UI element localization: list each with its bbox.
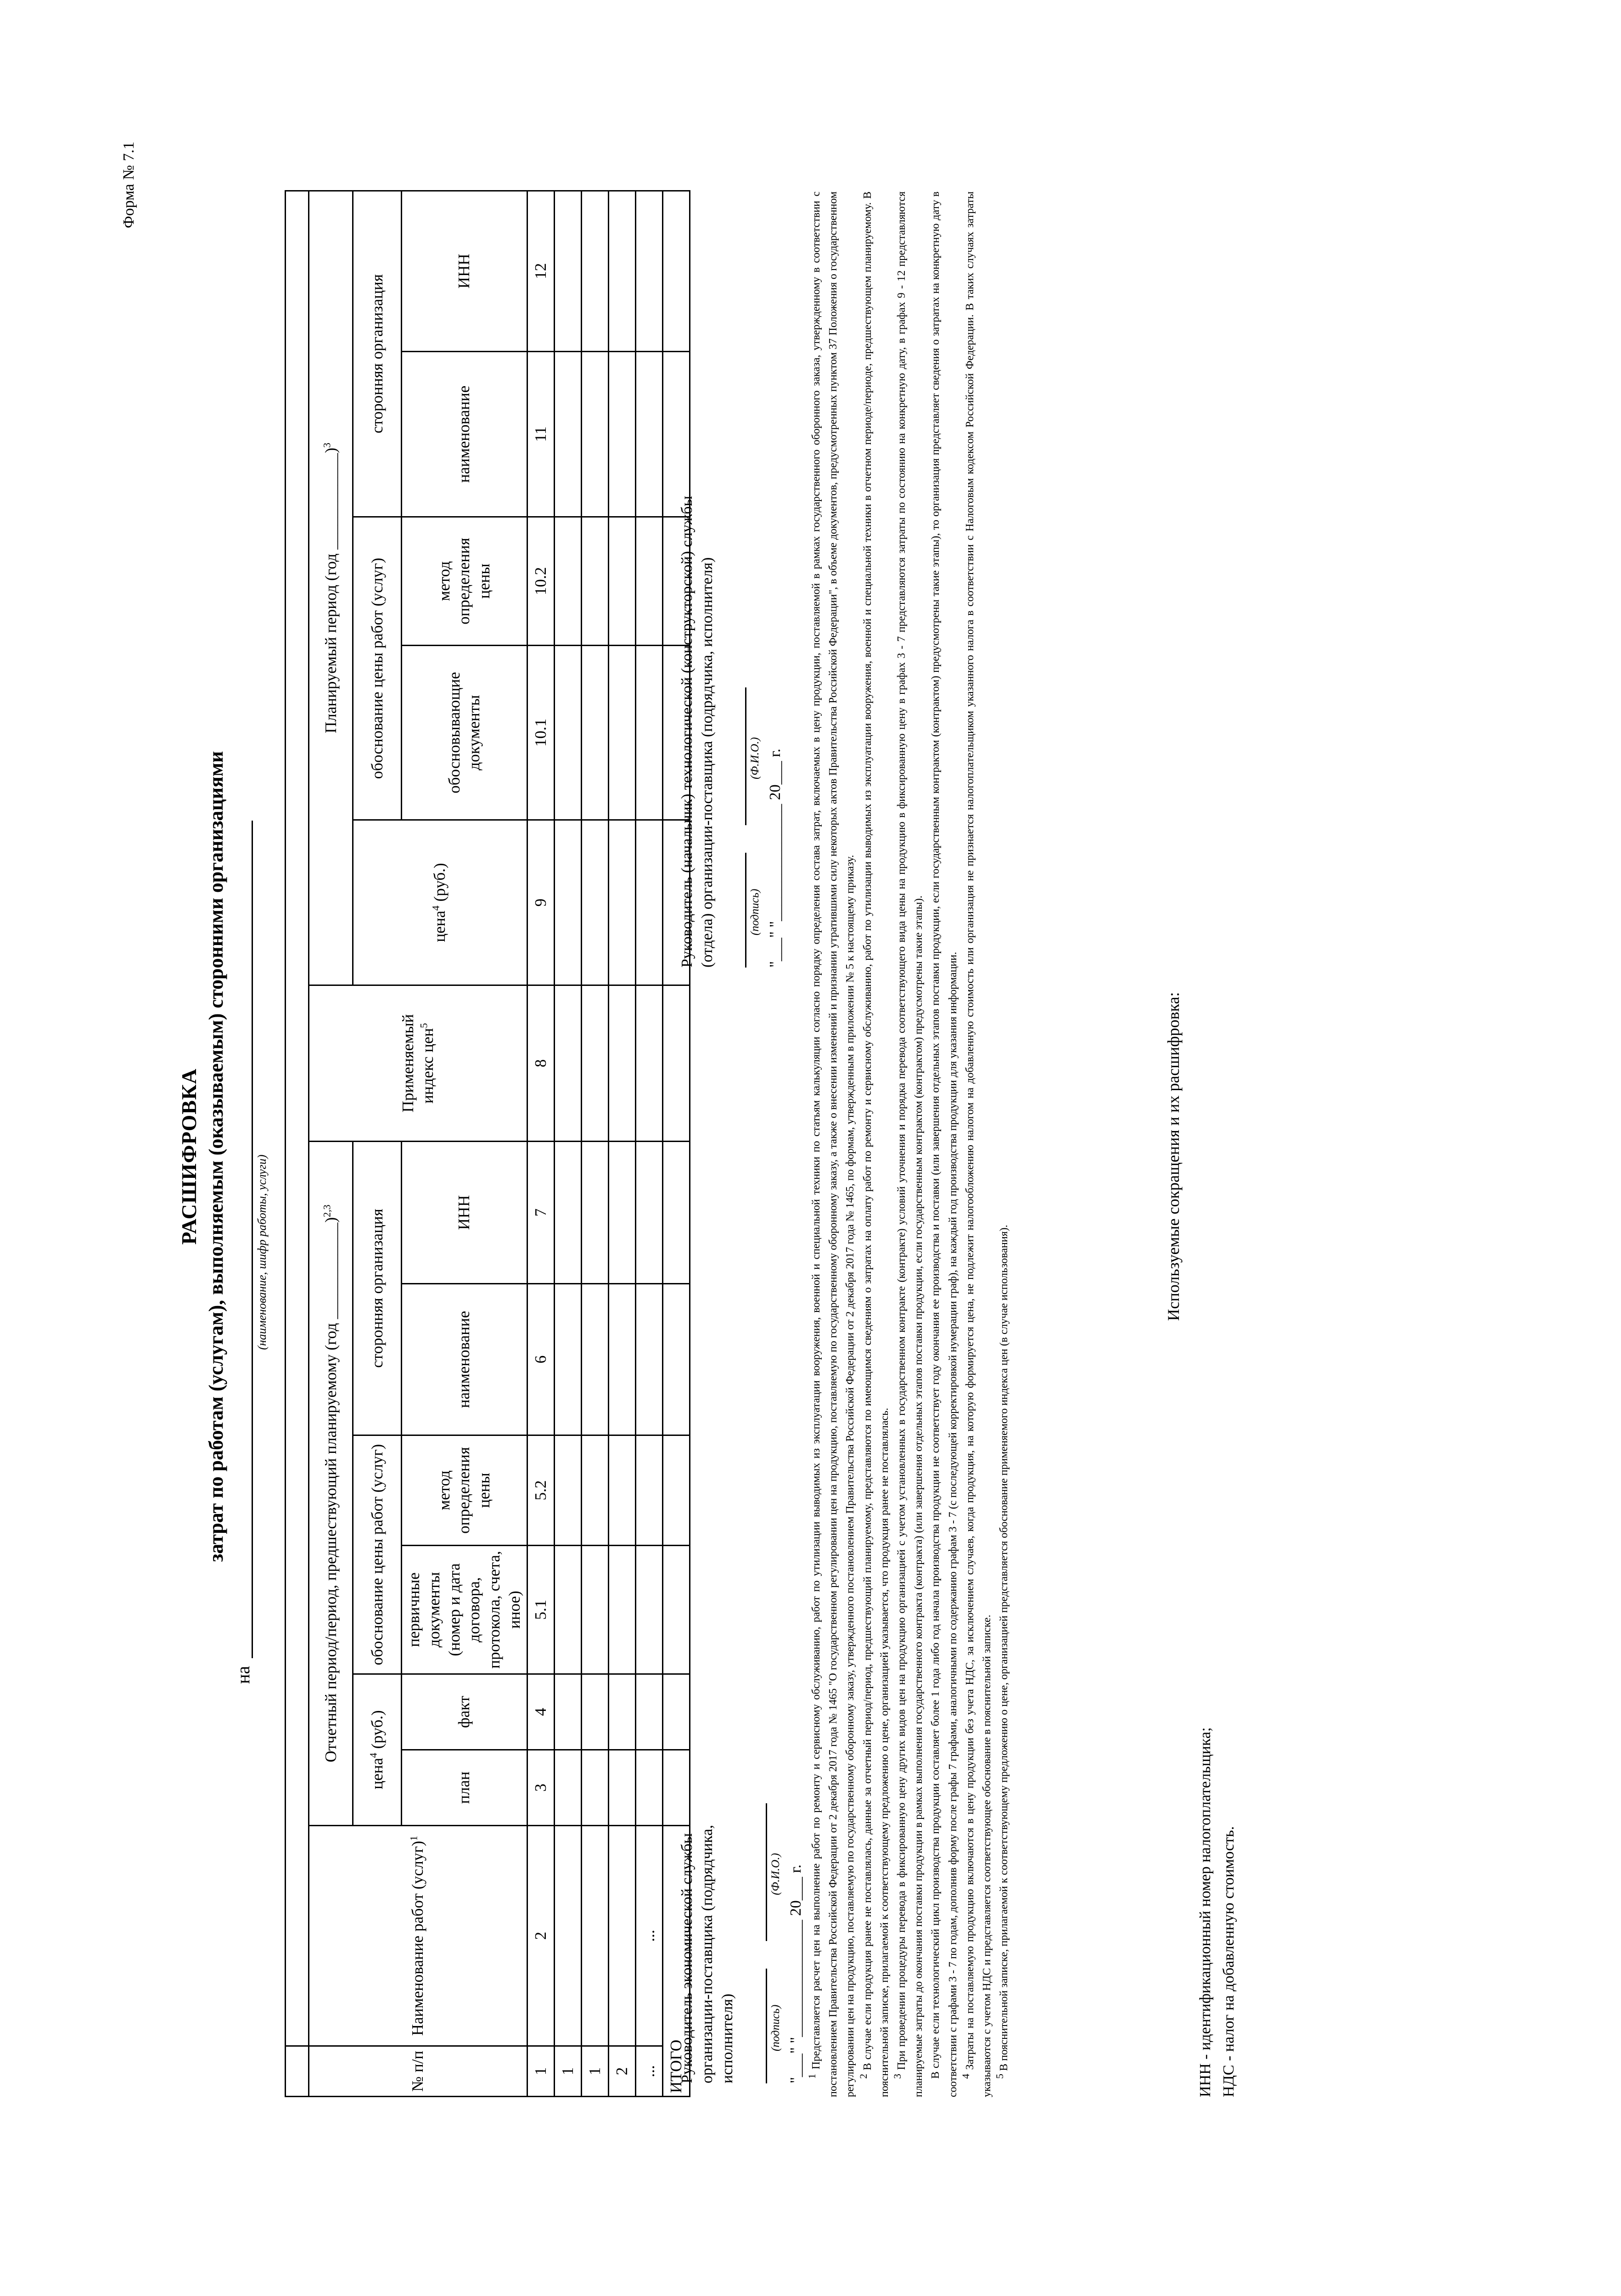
footnote-4 <box>959 191 996 2097</box>
col-header-index-text: Применяемый индекс цен <box>398 1014 437 1113</box>
column-number: 8 <box>527 985 554 1142</box>
cell[interactable] <box>608 820 635 985</box>
footnote-3-continued: В случае если технологический цикл производства продукции составляет более 1 года либо год начала производства продукции не соответствует году окончания ее производства и поставки (или завершения отдельных этапов поставки продукции, если государственным контрактом (контрактом) предусмотрены такие этапы), то организация представляет сведения о затратах на конкретную дату в соответствии с графами 3 - 7 по годам, дополнив форму после графы 7 графами, аналогичными по содержанию графам 3 - 7 (с последующей корректировкой нумерации граф), на каждый год производства продукции для указания информации. <box>930 191 959 2097</box>
row-name[interactable] <box>581 1826 608 2046</box>
cell[interactable] <box>554 1546 581 1674</box>
signature-lines <box>733 462 784 968</box>
col-header-num: № п/п <box>309 2046 527 2097</box>
cell[interactable] <box>554 646 581 820</box>
cell[interactable] <box>635 1435 662 1546</box>
signature-title: Руководитель (начальник) технологической (конструкторской) службы (отдела) организации-поставщика (подрядчика, исполнителя) <box>679 495 716 968</box>
column-number-row <box>527 191 554 2096</box>
col-header-plan: план <box>402 1750 527 1826</box>
signature-line[interactable] <box>745 853 746 968</box>
abbreviations-list <box>1194 1728 1240 2097</box>
col-header-primary-docs: первичные документы (номер и дата договора, протокола, счета, иное) <box>402 1546 527 1674</box>
cell[interactable] <box>662 191 690 351</box>
table-row <box>581 191 608 2096</box>
cell[interactable] <box>608 646 635 820</box>
col-header-name <box>309 1826 527 2046</box>
cell[interactable] <box>581 646 608 820</box>
row-num: 2 <box>608 2046 635 2097</box>
footnote-5 <box>996 191 1013 2097</box>
row-name[interactable]: ... <box>635 1826 662 2046</box>
footnote-4-mark: 4 <box>959 2074 971 2079</box>
signature-date[interactable]: "___" "_______________ 20___ г. <box>787 1864 804 2083</box>
cell[interactable] <box>581 1674 608 1750</box>
cell[interactable] <box>554 820 581 985</box>
col-header-fact: факт <box>402 1674 527 1750</box>
cell[interactable] <box>635 517 662 646</box>
cell[interactable] <box>581 1750 608 1826</box>
column-number: 11 <box>527 352 554 517</box>
col-header-justification-plan: обоснование цены работ (услуг) <box>353 517 402 820</box>
header-row-1 <box>309 191 353 2096</box>
col-header-name-sup: 1 <box>408 1835 420 1841</box>
col-header-index-sup: 5 <box>418 1023 430 1028</box>
row-name[interactable] <box>608 1826 635 2046</box>
work-name-underline <box>252 821 253 1658</box>
signature-line[interactable] <box>766 1969 767 2083</box>
cell[interactable] <box>581 1546 608 1674</box>
col-header-third-party-report: сторонняя организация <box>353 1142 402 1435</box>
table-row <box>554 191 581 2096</box>
cell[interactable] <box>662 1284 690 1435</box>
column-number: 9 <box>527 820 554 985</box>
cell[interactable] <box>554 985 581 1142</box>
col-header-org-name-plan: наименование <box>402 352 527 517</box>
cell[interactable] <box>635 191 662 351</box>
column-number: 1 <box>527 2046 554 2097</box>
cell[interactable] <box>635 985 662 1142</box>
document-title: РАСШИФРОВКА <box>177 1068 201 1245</box>
group-header-plan-sup: 3 <box>320 442 332 448</box>
cell[interactable] <box>581 1284 608 1435</box>
cell[interactable] <box>662 1142 690 1284</box>
price-sup: 4 <box>367 1753 379 1758</box>
signature-lines <box>754 1771 804 2083</box>
row-num: 1 <box>554 2046 581 2097</box>
col-header-index <box>309 985 527 1142</box>
cell[interactable] <box>635 352 662 517</box>
column-number: 6 <box>527 1284 554 1435</box>
table-top-row <box>286 191 309 2096</box>
footnote-5-mark: 5 <box>994 2074 1006 2079</box>
group-header-report-close: ) <box>321 1217 340 1223</box>
work-name-caption: (наименование, шифр работы, услуги) <box>255 1154 269 1350</box>
cell[interactable] <box>662 1546 690 1674</box>
cell[interactable] <box>581 820 608 985</box>
fio-line[interactable] <box>745 687 746 825</box>
header-row-3 <box>402 191 527 2096</box>
cell[interactable] <box>554 517 581 646</box>
cell[interactable] <box>608 1750 635 1826</box>
table-top-cell <box>286 191 309 2046</box>
cell[interactable] <box>554 1284 581 1435</box>
cell[interactable] <box>554 352 581 517</box>
costs-table <box>285 190 690 2097</box>
cell[interactable] <box>635 1674 662 1750</box>
column-number: 10.1 <box>527 646 554 820</box>
cell[interactable] <box>608 352 635 517</box>
fio-line[interactable] <box>766 1803 767 1941</box>
col-header-org-name: наименование <box>402 1284 527 1435</box>
cell[interactable] <box>554 1142 581 1284</box>
column-number: 5.1 <box>527 1546 554 1674</box>
row-num: 1 <box>581 2046 608 2097</box>
footnote-2-mark: 2 <box>857 2074 869 2079</box>
abbreviation-item: ИНН - идентификационный номер налогоплательщика; <box>1197 1727 1214 2097</box>
column-number: 3 <box>527 1750 554 1826</box>
footnote-4-text: Затраты на поставляемую продукцию включаются в цену продукции без учета НДС, за исключением случаев, когда продукция, на которую формируется цена, не подлежит налогообложению налогом на добавленную стоимость или организация не признается налогоплательщиком указанного налога в соответствии с Налоговым кодексом Российской Федерации. В таких случаях затраты указываются с учетом НДС и представляется соответствующее обоснование в пояснительной записке. <box>964 191 993 2097</box>
cell[interactable] <box>554 191 581 351</box>
cell[interactable] <box>608 517 635 646</box>
group-header-plan-text: Планируемый период (год <box>321 553 340 733</box>
row-name[interactable] <box>554 1826 581 2046</box>
cell[interactable] <box>608 1435 635 1546</box>
abbreviation-item: НДС - налог на добавленную стоимость. <box>1220 1826 1237 2097</box>
cell[interactable] <box>608 1284 635 1435</box>
price-unit-plan: (руб.) <box>431 863 449 902</box>
cell[interactable] <box>608 1674 635 1750</box>
group-header-plan-close: ) <box>321 447 340 453</box>
column-number: 7 <box>527 1142 554 1284</box>
footnote-3-text: При проведении процедуры перевода в фиксированную цену других видов цен на продукцию организацией с учетом установленных в государственном контракте (контракте) условий уточнения и порядка перевода соответствующего вида цены на продукцию в фиксированную цену в графах 3 - 7 представляются затраты по состоянию на конкретную дату, в графах 9 - 12 представляются планируемые затраты до окончания поставки продукции в рамках выполнения государственного контракта (контракта) (или завершения отдельных этапов поставки продукции, если государственным контрактом (контрактом) предусмотрены такие этапы). <box>895 191 925 2097</box>
document-subtitle: затрат по работам (услугам), выполняемым (оказываемым) сторонними организациями <box>205 751 227 1562</box>
footnote-3 <box>893 191 927 2097</box>
column-number: 10.2 <box>527 517 554 646</box>
column-number: 12 <box>527 191 554 351</box>
footnote-5-text: В пояснительной записке, прилагаемой к соответствующему предложению о цене, организацией представляется обоснование применяемого индекса цен (в случае использования). <box>998 1225 1010 2071</box>
cell[interactable] <box>554 1435 581 1546</box>
footnote-3-mark: 3 <box>891 2074 903 2079</box>
price-label: цена <box>368 1758 386 1790</box>
form-number-label: Форма № 7.1 <box>120 141 137 228</box>
cell[interactable] <box>581 517 608 646</box>
footnote-1-text: Представляется расчет цен на выполнение работ по ремонту и сервисному обслуживанию, работ по утилизации выводимых из эксплуатации вооружения, военной и специальной техники по статьям калькуляции согласно порядку определения состава затрат, включаемых в цену продукции, поставляемой в рамках государственного оборонного заказа, утвержденному в соответствии с постановлением Правительства Российской Федерации от 2 декабря 2017 года № 1465 "О государственном регулировании цен на продукцию, поставляемую по государственному оборонному заказу, а также о внесении изменений и признании утратившими силу некоторых актов Правительства Российской Федерации", в объеме документов, предусмотренных пунктом 37 Положения о государственном регулировании цен на продукцию, поставляемую по государственному оборонному заказу, утвержденного постановлением Правительства Российской Федерации от 2 декабря 2017 года № 1465, по формам, утвержденным в приложении № 5 к настоящему приказу. <box>810 191 857 2097</box>
column-number: 4 <box>527 1674 554 1750</box>
footnote-1 <box>808 191 859 2097</box>
cell[interactable] <box>635 1142 662 1284</box>
col-header-price-report <box>353 1674 402 1826</box>
col-header-inn-plan: ИНН <box>402 191 527 351</box>
cell[interactable] <box>608 1546 635 1674</box>
group-header-report-sup: 2,3 <box>320 1204 332 1217</box>
signature-caption: (подпись) <box>749 889 762 935</box>
group-header-plan: Планируемый период (год ____________)$^3$ <box>309 191 353 985</box>
price-sup-plan: 4 <box>430 906 442 911</box>
footnotes <box>808 191 1013 2097</box>
fio-caption: (Ф.И.О.) <box>749 737 762 779</box>
cell[interactable] <box>635 1284 662 1435</box>
col-header-justifying-docs: обосновывающие документы <box>402 646 527 820</box>
table-row <box>635 191 662 2096</box>
footnote-1-mark: 1 <box>806 2074 818 2079</box>
price-label-plan: цена <box>431 911 449 942</box>
cell[interactable] <box>662 1435 690 1546</box>
price-unit: (руб.) <box>368 1710 386 1749</box>
group-header-report-text: Отчетный период/период, предшествующий планируемому (год <box>321 1323 340 1762</box>
signature-title: Руководитель экономической службы организации-поставщика (подрядчика, исполнителя) <box>679 1824 736 2083</box>
row-num: ... <box>635 2046 662 2097</box>
cell[interactable] <box>635 1750 662 1826</box>
col-header-inn: ИНН <box>402 1142 527 1284</box>
footnote-2 <box>859 191 893 2097</box>
signature-caption: (подпись) <box>769 2004 782 2051</box>
work-name-field[interactable] <box>232 821 254 1684</box>
total-label: ИТОГО <box>662 1826 690 2097</box>
header-row-2 <box>353 191 402 2096</box>
cell[interactable] <box>608 191 635 351</box>
column-number: 2 <box>527 1826 554 2046</box>
cell[interactable] <box>635 820 662 985</box>
column-number: 5.2 <box>527 1435 554 1546</box>
work-name-prefix: на <box>233 1666 253 1684</box>
signature-date[interactable]: "___" "_______________ 20___ г. <box>767 748 784 968</box>
cell[interactable] <box>581 1435 608 1546</box>
group-header-report: Отчетный период/период, предшествующий планируемому (год ____________)$^{2,3}$ <box>309 1142 353 1826</box>
cell[interactable] <box>608 1142 635 1284</box>
col-header-pricing-method: метод определения цены <box>402 1435 527 1546</box>
abbreviations-title: Используемые сокращения и их расшифровка: <box>1164 992 1183 1321</box>
cell[interactable] <box>608 985 635 1142</box>
cell[interactable] <box>581 985 608 1142</box>
cell[interactable] <box>554 1750 581 1826</box>
signature-block-economic <box>677 1771 804 2083</box>
col-header-justification-report: обоснование цены работ (услуг) <box>353 1435 402 1674</box>
table-row <box>608 191 635 2096</box>
cell[interactable] <box>635 1546 662 1674</box>
col-header-third-party-plan: сторонняя организация <box>353 191 402 517</box>
footnote-2-text: В случае если продукция ранее не поставлялась, данные за отчетный период/период, предшествующий планируемому, представляются по имеющимся сведениям о затратах на оплату работ по ремонту и сервисному обслуживанию, работ по утилизации выводимых из эксплуатации вооружения, военной и специальной техники в отчетном периоде/периоде, предшествующем планируемому. В пояснительной записке, прилагаемой к соответствующему предложению о цене, организацией указывается, что продукция ранее не поставлялась. <box>861 191 891 2097</box>
cell[interactable] <box>581 352 608 517</box>
cell[interactable] <box>635 646 662 820</box>
col-header-pricing-method-plan: метод определения цены <box>402 517 527 646</box>
cell[interactable] <box>554 1674 581 1750</box>
cell[interactable] <box>662 985 690 1142</box>
table-top-cell <box>286 2046 309 2097</box>
signature-block-technical <box>677 462 784 968</box>
cell[interactable] <box>662 1674 690 1750</box>
col-header-name-text: Наименование работ (услуг) <box>409 1840 427 2036</box>
cell[interactable] <box>581 1142 608 1284</box>
cell[interactable] <box>581 191 608 351</box>
col-header-price-plan <box>353 820 527 985</box>
fio-caption: (Ф.И.О.) <box>769 1853 782 1895</box>
